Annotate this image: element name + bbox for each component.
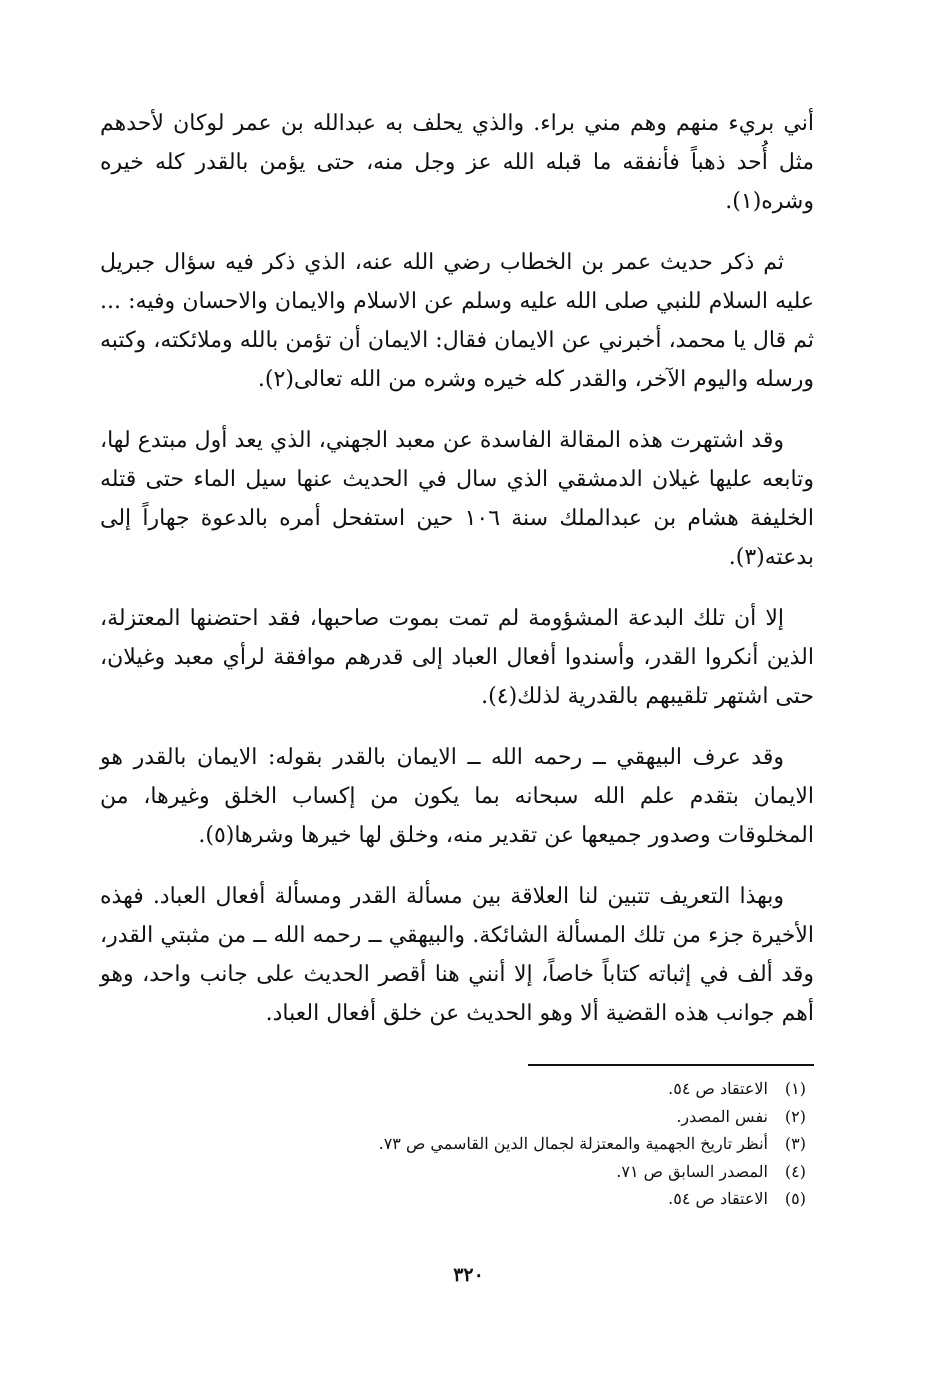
footnote-divider	[528, 1064, 814, 1066]
footnote-text: الاعتقاد ص ٥٤.	[668, 1079, 768, 1098]
footnote-text: المصدر السابق ص ٧١.	[616, 1161, 768, 1181]
paragraph-3: وقد اشتهرت هذه المقالة الفاسدة عن معبد الجهني، الذي يعد أول مبتدع لها، وتابعه عليها غيلان الدمشقي الذي سال في الحديث عنها سيل الماء حتى قتله الخليفة هشام بن عبدالملك سنة ١٠٦ حين استفحل أمره بالدعوة جهاراً إلى بدعته(٣).	[100, 428, 815, 570]
footnote-number: (٣)	[784, 1134, 806, 1153]
footnote-number: (٢)	[784, 1106, 806, 1126]
footnote-text: نفس المصدر.	[676, 1106, 768, 1126]
main-text	[100, 104, 814, 1055]
footnote-text: الاعتقاد ص ٥٤.	[668, 1189, 768, 1208]
footnote-number: (٥)	[784, 1189, 806, 1208]
paragraph-5: وقد عرف البيهقي ــ رحمه الله ــ الايمان بالقدر بقوله: الايمان بالقدر هو الايمان بتقدم علم الله سبحانه بما يكون من إكساب الخلق وغيرها، من المخلوقات وصدور جميعها عن تقدير منه، وخلق لها خيرها وشرها(٥).	[100, 745, 814, 848]
paragraph-6: وبهذا التعريف تتبين لنا العلاقة بين مسألة القدر ومسألة أفعال العباد. فهذه الأخيرة جزء من تلك المسألة الشائكة. والبيهقي ــ رحمه الله ــ من مثبتي القدر، وقد ألف في إثباته كتاباً خاصاً، إلا أنني هنا أقصر الحديث على جانب واحد، وهو أهم جوانب هذه القضية ألا وهو الحديث عن خلق أفعال العباد.	[100, 884, 814, 1026]
page-number: ٣٢٠	[453, 1264, 484, 1286]
paragraph-4: إلا أن تلك البدعة المشؤومة لم تمت بموت صاحبها، فقد احتضنها المعتزلة، الذين أنكروا القدر، وأسندوا أفعال العباد إلى قدرهم موافقة لرأي معبد وغيلان، حتى اشتهر تلقيبهم بالقدرية لذلك(٤).	[100, 606, 814, 709]
footnote-text: أنظر تاريخ الجهمية والمعتزلة لجمال الدين القاسمي ص ٧٣.	[378, 1134, 768, 1153]
footnote-4	[100, 1158, 814, 1186]
footnote-number: (٤)	[784, 1161, 806, 1181]
footnotes	[100, 1075, 814, 1213]
footnote-5	[100, 1185, 814, 1213]
footnote-number: (١)	[784, 1079, 806, 1098]
paragraph-1: أني بريء منهم وهم مني براء. والذي يحلف به عبدالله بن عمر لوكان لأحدهم مثل أُحد ذهباً فأنفقه ما قبله الله عز وجل منه، حتى يؤمن بالقدر كله خيره وشره(١).	[100, 111, 814, 214]
footnote-2	[100, 1103, 814, 1131]
paragraph-2: ثم ذكر حديث عمر بن الخطاب رضي الله عنه، الذي ذكر فيه سؤال جبريل عليه السلام للنبي صلى الله عليه وسلم عن الاسلام والايمان والاحسان وفيه: ... ثم قال يا محمد، أخبرني عن الايمان فقال: الايمان أن تؤمن بالله وملائكته، وكتبه ورسله واليوم الآخر، والقدر كله خيره وشره من الله تعالى(٢).	[100, 250, 814, 392]
footnote-1	[100, 1075, 814, 1103]
footnote-3	[100, 1130, 814, 1158]
